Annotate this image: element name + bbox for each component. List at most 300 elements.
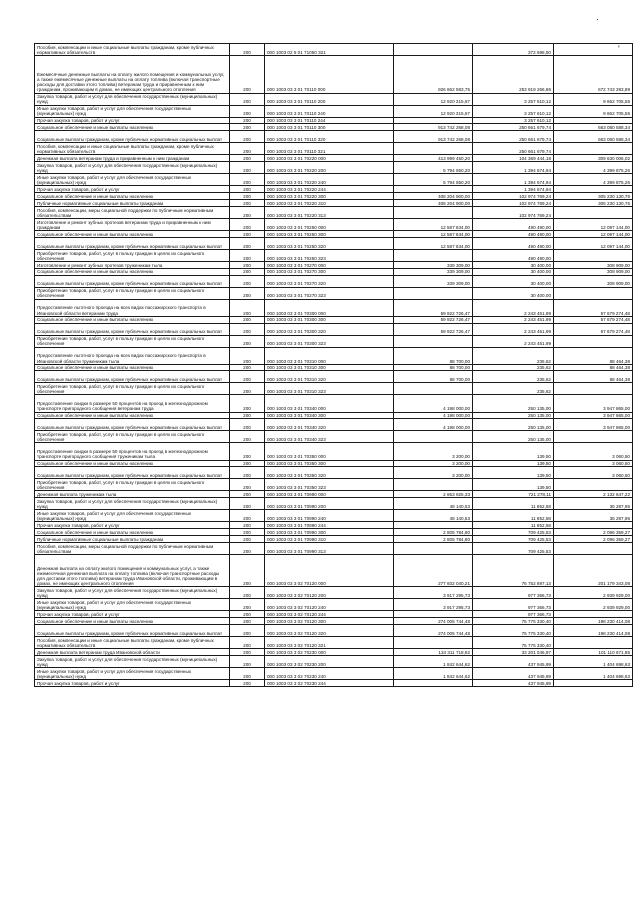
row-approved-amount: 12 920 315,67 <box>394 93 473 105</box>
row-unexecuted-amount: 101 110 671,85 <box>554 649 633 656</box>
table-row <box>35 199 633 206</box>
row-unexecuted-amount: 12 097 144,00 <box>554 237 633 249</box>
row-executed-amount: 75 775 330,40 <box>473 625 554 637</box>
row-executed-amount: 490 490,00 <box>473 230 554 237</box>
table-row <box>35 186 633 193</box>
row-approved-amount: 408 204 900,00 <box>394 193 473 200</box>
table-row <box>35 611 633 618</box>
row-line-code: 200 <box>230 237 265 249</box>
row-line-code: 200 <box>230 335 265 347</box>
row-executed-amount: 1 394 674,94 <box>473 162 554 174</box>
row-name: Предоставление скидки в размере 50 процентов на проезд в железнодорожном транспорте пригородного сообщения труженикам тыла <box>35 443 230 460</box>
row-budget-code: 000 1003 02 5 01 71050 321 <box>265 44 394 56</box>
row-unexecuted-amount: 9 662 705,55 <box>554 93 633 105</box>
row-unexecuted-amount: 198 230 414,08 <box>554 625 633 637</box>
row-name: Денежная выплата ветеранам труда Ивановской области <box>35 649 230 656</box>
row-executed-amount: 250 135,00 <box>473 419 554 431</box>
row-approved-amount: 408 204 900,00 <box>394 199 473 206</box>
row-approved-amount <box>394 383 473 395</box>
row-approved-amount <box>394 431 473 443</box>
row-name: Закупка товаров, работ и услуг для обеспечения государственных (муниципальных) нужд <box>35 93 230 105</box>
row-executed-amount: 437 945,99 <box>473 656 554 668</box>
row-line-code: 200 <box>230 395 265 412</box>
row-name: Прочая закупка товаров, работ и услуг <box>35 611 230 618</box>
row-budget-code: 000 1003 03 3 01 70350 320 <box>265 467 394 479</box>
row-line-code: 200 <box>230 536 265 543</box>
row-line-code: 200 <box>230 510 265 522</box>
table-row <box>35 543 633 555</box>
row-line-code: 200 <box>230 105 265 117</box>
row-executed-amount: 102 974 769,24 <box>473 193 554 200</box>
row-name: Социальные выплаты гражданам, кроме публичных нормативных социальных выплат <box>35 131 230 143</box>
row-unexecuted-amount: 663 080 588,34 <box>554 124 633 131</box>
row-executed-amount: 139,50 <box>473 443 554 460</box>
row-executed-amount: 709 425,53 <box>473 536 554 543</box>
row-name: Прочая закупка товаров, работ и услуг <box>35 680 230 687</box>
row-budget-code: 000 1003 03 3 01 70250 000 <box>265 218 394 230</box>
row-unexecuted-amount <box>554 206 633 218</box>
row-name: Предоставление льготного проезда на всех видах пассажирского транспорта в Ивановской области ветеранам труда <box>35 299 230 316</box>
row-unexecuted-amount <box>554 335 633 347</box>
row-unexecuted-amount: 4 399 875,26 <box>554 174 633 186</box>
row-line-code: 200 <box>230 587 265 599</box>
report-body <box>35 44 633 687</box>
row-executed-amount: 250 661 679,74 <box>473 124 554 131</box>
row-line-code: 200 <box>230 419 265 431</box>
row-budget-code: 000 1003 03 3 02 70120 240 <box>265 599 394 611</box>
row-unexecuted-amount <box>554 143 633 155</box>
row-name: Пособия, компенсации и иные социальные выплаты гражданам, кроме публичных нормативных обязательств <box>35 143 230 155</box>
row-name: Социальное обеспечение и иные выплаты населению <box>35 412 230 419</box>
row-unexecuted-amount: 3 947 865,00 <box>554 419 633 431</box>
table-row <box>35 162 633 174</box>
row-line-code: 200 <box>230 347 265 364</box>
row-budget-code: 000 1003 03 3 01 70220 240 <box>265 174 394 186</box>
row-name: Приобретение товаров, работ, услуг в пользу граждан в целях их социального обеспечения <box>35 249 230 261</box>
row-approved-amount <box>394 680 473 687</box>
row-approved-amount: 1 842 644,62 <box>394 656 473 668</box>
row-unexecuted-amount: 308 909,00 <box>554 275 633 287</box>
row-line-code: 200 <box>230 275 265 287</box>
row-unexecuted-amount <box>554 117 633 124</box>
row-approved-amount: 913 742 268,08 <box>394 131 473 143</box>
row-line-code: 200 <box>230 460 265 467</box>
row-budget-code: 000 1003 03 3 01 70350 300 <box>265 460 394 467</box>
row-executed-amount: 235,62 <box>473 347 554 364</box>
row-budget-code: 000 1003 03 3 01 70990 000 <box>265 491 394 498</box>
row-approved-amount: 4 198 000,00 <box>394 412 473 419</box>
table-row <box>35 443 633 460</box>
table-row <box>35 536 633 543</box>
row-approved-amount: 3 917 295,73 <box>394 599 473 611</box>
row-executed-amount: 977 366,73 <box>473 611 554 618</box>
row-unexecuted-amount: 12 097 144,00 <box>554 218 633 230</box>
row-line-code: 200 <box>230 186 265 193</box>
row-executed-amount: 11 852,58 <box>473 498 554 510</box>
row-line-code: 200 <box>230 162 265 174</box>
row-executed-amount: 709 425,53 <box>473 529 554 536</box>
row-line-code: 200 <box>230 383 265 395</box>
row-unexecuted-amount: 88 464,38 <box>554 347 633 364</box>
row-name: Денежная выплата ветеранам труда и приравненным к ним гражданам <box>35 155 230 162</box>
row-approved-amount <box>394 143 473 155</box>
row-budget-code: 000 1003 03 3 01 70350 323 <box>265 479 394 491</box>
row-name: Социальные выплаты гражданам, кроме публичных нормативных социальных выплат <box>35 237 230 249</box>
row-budget-code: 000 1003 03 3 02 70230 244 <box>265 680 394 687</box>
row-line-code: 200 <box>230 467 265 479</box>
row-unexecuted-amount: 12 097 144,00 <box>554 230 633 237</box>
row-line-code: 200 <box>230 249 265 261</box>
row-approved-amount: 59 922 726,47 <box>394 299 473 316</box>
row-unexecuted-amount: 305 230 130,76 <box>554 199 633 206</box>
row-executed-amount: 75 775 330,40 <box>473 618 554 625</box>
row-budget-code: 000 1003 03 3 01 70990 310 <box>265 536 394 543</box>
row-executed-amount: 2 243 451,99 <box>473 299 554 316</box>
table-row <box>35 364 633 371</box>
row-name: Приобретение товаров, работ, услуг в пользу граждан в целях их социального обеспечения <box>35 287 230 299</box>
row-executed-amount: 3 257 610,12 <box>473 117 554 124</box>
row-executed-amount: 1 394 674,94 <box>473 174 554 186</box>
row-line-code: 200 <box>230 625 265 637</box>
table-row <box>35 529 633 536</box>
row-name: Пособия, компенсации и иные социальные выплаты гражданам, кроме публичных нормативных обязательств <box>35 637 230 649</box>
row-name: Социальное обеспечение и иные выплаты населению <box>35 268 230 275</box>
row-executed-amount: 75 775 330,40 <box>473 637 554 649</box>
row-budget-code: 000 1003 03 3 01 70110 244 <box>265 117 394 124</box>
row-line-code: 200 <box>230 522 265 529</box>
row-line-code: 200 <box>230 364 265 371</box>
row-line-code: 200 <box>230 680 265 687</box>
row-approved-amount: 5 794 550,20 <box>394 174 473 186</box>
row-name: Публичные нормативные социальные выплаты гражданам <box>35 199 230 206</box>
row-line-code: 200 <box>230 668 265 680</box>
table-row <box>35 316 633 323</box>
row-budget-code: 000 1003 03 3 01 70990 200 <box>265 498 394 510</box>
row-approved-amount: 12 587 634,00 <box>394 218 473 230</box>
row-approved-amount <box>394 206 473 218</box>
table-row <box>35 498 633 510</box>
row-budget-code: 000 1003 03 3 01 70220 000 <box>265 155 394 162</box>
row-budget-code: 000 1003 03 3 02 70120 244 <box>265 611 394 618</box>
row-unexecuted-amount: 2 939 929,00 <box>554 587 633 599</box>
row-budget-code: 000 1003 03 3 01 70220 300 <box>265 193 394 200</box>
row-executed-amount: 30 400,00 <box>473 275 554 287</box>
row-budget-code: 000 1003 03 3 01 70340 320 <box>265 419 394 431</box>
row-line-code: 200 <box>230 218 265 230</box>
row-approved-amount: 4 198 000,00 <box>394 395 473 412</box>
table-row <box>35 618 633 625</box>
table-row <box>35 587 633 599</box>
row-executed-amount: 372 698,50 <box>473 44 554 56</box>
row-executed-amount: 11 852,58 <box>473 522 554 529</box>
row-approved-amount: 88 700,00 <box>394 347 473 364</box>
row-approved-amount: 12 587 634,00 <box>394 237 473 249</box>
row-unexecuted-amount: 3 947 865,00 <box>554 412 633 419</box>
row-budget-code: 000 1003 03 3 01 70300 000 <box>265 299 394 316</box>
row-budget-code: 000 1003 03 3 01 70310 320 <box>265 371 394 383</box>
row-line-code: 200 <box>230 479 265 491</box>
row-unexecuted-amount: 57 679 274,48 <box>554 316 633 323</box>
row-name: Прочая закупка товаров, работ и услуг <box>35 117 230 124</box>
table-row <box>35 56 633 94</box>
row-executed-amount: 3 257 610,12 <box>473 93 554 105</box>
row-budget-code: 000 1003 03 3 01 70220 313 <box>265 206 394 218</box>
row-unexecuted-amount <box>554 522 633 529</box>
row-executed-amount: 490 490,00 <box>473 218 554 230</box>
row-budget-code: 000 1003 03 3 01 70990 313 <box>265 543 394 555</box>
row-approved-amount: 59 922 726,47 <box>394 323 473 335</box>
row-name: Закупка товаров, работ и услуг для обеспечения государственных (муниципальных) нужд <box>35 498 230 510</box>
row-executed-amount: 33 201 046,97 <box>473 649 554 656</box>
row-approved-amount: 913 742 268,08 <box>394 124 473 131</box>
row-unexecuted-amount: 2 132 647,22 <box>554 491 633 498</box>
corner-mark: · <box>596 14 599 24</box>
table-row <box>35 143 633 155</box>
row-budget-code: 000 1003 03 3 01 70990 240 <box>265 510 394 522</box>
row-budget-code: 000 1003 03 3 01 70270 320 <box>265 275 394 287</box>
table-row <box>35 371 633 383</box>
row-line-code: 200 <box>230 443 265 460</box>
row-line-code: 200 <box>230 599 265 611</box>
table-row <box>35 105 633 117</box>
row-approved-amount: 48 140,53 <box>394 510 473 522</box>
row-executed-amount: 250 661 679,74 <box>473 143 554 155</box>
table-row <box>35 467 633 479</box>
row-name: Иные закупки товаров, работ и услуг для обеспечения государственных (муниципальных) нужд <box>35 599 230 611</box>
table-row <box>35 155 633 162</box>
row-executed-amount: 490 490,00 <box>473 249 554 261</box>
row-name: Изготовление и ремонт зубных протезов труженикам тыла <box>35 261 230 268</box>
row-budget-code: 000 1003 03 3 01 70300 320 <box>265 323 394 335</box>
row-name: Социальное обеспечение и иные выплаты населению <box>35 364 230 371</box>
row-line-code: 200 <box>230 498 265 510</box>
table-row <box>35 174 633 186</box>
table-row <box>35 249 633 261</box>
row-unexecuted-amount: 9 662 705,55 <box>554 105 633 117</box>
row-executed-amount: 250 135,00 <box>473 412 554 419</box>
row-executed-amount: 235,62 <box>473 383 554 395</box>
row-budget-code: 000 1003 03 3 02 70230 000 <box>265 649 394 656</box>
row-approved-amount <box>394 543 473 555</box>
row-line-code: 200 <box>230 618 265 625</box>
row-approved-amount <box>394 117 473 124</box>
row-name: Социальные выплаты гражданам, кроме публичных нормативных социальных выплат <box>35 467 230 479</box>
row-line-code: 200 <box>230 431 265 443</box>
table-row <box>35 431 633 443</box>
row-budget-code: 000 1003 03 3 01 70250 320 <box>265 237 394 249</box>
row-budget-code: 000 1003 03 3 02 70120 000 <box>265 555 394 587</box>
row-executed-amount: 437 945,99 <box>473 668 554 680</box>
row-name: Социальные выплаты гражданам, кроме публичных нормативных социальных выплат <box>35 371 230 383</box>
row-approved-amount <box>394 637 473 649</box>
row-name: Прочая закупка товаров, работ и услуг <box>35 186 230 193</box>
row-name: Изготовление и ремонт зубных протезов ветеранам труда и приравненным к ним гражданам <box>35 218 230 230</box>
row-line-code: 200 <box>230 299 265 316</box>
row-executed-amount: 235,62 <box>473 364 554 371</box>
row-line-code: 200 <box>230 371 265 383</box>
table-row <box>35 93 633 105</box>
table-row <box>35 275 633 287</box>
row-line-code: 200 <box>230 131 265 143</box>
row-unexecuted-amount: 672 743 293,89 <box>554 56 633 94</box>
row-budget-code: 000 1003 03 3 02 70120 200 <box>265 587 394 599</box>
row-budget-code: 000 1003 03 3 01 70110 240 <box>265 105 394 117</box>
row-unexecuted-amount: 36 287,95 <box>554 510 633 522</box>
row-executed-amount: 30 400,00 <box>473 287 554 299</box>
row-budget-code: 000 1003 03 3 01 70270 000 <box>265 261 394 268</box>
row-approved-amount: 413 999 450,20 <box>394 155 473 162</box>
table-row <box>35 479 633 491</box>
row-name: Приобретение товаров, работ, услуг в пользу граждан в целях их социального обеспечения <box>35 431 230 443</box>
row-approved-amount: 48 140,53 <box>394 498 473 510</box>
row-name: Иные закупки товаров, работ и услуг для обеспечения государственных (муниципальных) нужд <box>35 105 230 117</box>
table-row <box>35 44 633 56</box>
row-unexecuted-amount <box>554 637 633 649</box>
row-approved-amount: 277 932 040,21 <box>394 555 473 587</box>
row-executed-amount: 709 425,53 <box>473 543 554 555</box>
row-name: Закупка товаров, работ и услуг для обеспечения государственных (муниципальных) нужд <box>35 162 230 174</box>
table-row <box>35 383 633 395</box>
row-budget-code: 000 1003 03 3 01 70270 300 <box>265 268 394 275</box>
row-budget-code: 000 1003 03 3 01 70350 000 <box>265 443 394 460</box>
row-unexecuted-amount: 2 096 359,27 <box>554 536 633 543</box>
row-unexecuted-amount: 3 947 865,00 <box>554 395 633 412</box>
row-name: Социальные выплаты гражданам, кроме публичных нормативных социальных выплат <box>35 419 230 431</box>
row-budget-code: 000 1003 03 3 01 70250 323 <box>265 249 394 261</box>
row-name: Закупка товаров, работ и услуг для обеспечения государственных (муниципальных) нужд <box>35 587 230 599</box>
row-budget-code: 000 1003 03 3 01 70300 323 <box>265 335 394 347</box>
row-approved-amount: 339 309,00 <box>394 275 473 287</box>
table-row <box>35 124 633 131</box>
row-budget-code: 000 1003 03 3 01 70220 244 <box>265 186 394 193</box>
row-executed-amount: 250 135,00 <box>473 395 554 412</box>
table-row <box>35 237 633 249</box>
row-name: Приобретение товаров, работ, услуг в пользу граждан в целях их социального обеспечения <box>35 335 230 347</box>
row-unexecuted-amount <box>554 383 633 395</box>
row-unexecuted-amount <box>554 186 633 193</box>
row-budget-code: 000 1003 03 3 01 70270 323 <box>265 287 394 299</box>
row-budget-code: 000 1003 03 3 01 70310 323 <box>265 383 394 395</box>
row-line-code: 200 <box>230 649 265 656</box>
budget-report-table <box>34 43 633 687</box>
row-line-code: 200 <box>230 93 265 105</box>
row-approved-amount: 12 587 634,00 <box>394 230 473 237</box>
row-unexecuted-amount: 88 464,38 <box>554 364 633 371</box>
row-approved-amount: 134 311 718,82 <box>394 649 473 656</box>
row-budget-code: 000 1003 03 3 01 70310 000 <box>265 347 394 364</box>
row-unexecuted-amount <box>554 611 633 618</box>
table-row <box>35 555 633 587</box>
row-line-code: 200 <box>230 611 265 618</box>
row-name: Социальные выплаты гражданам, кроме публичных нормативных социальных выплат <box>35 275 230 287</box>
row-name: Иные закупки товаров, работ и услуг для обеспечения государственных (муниципальных) нужд <box>35 510 230 522</box>
row-unexecuted-amount <box>554 680 633 687</box>
row-executed-amount: 977 366,73 <box>473 599 554 611</box>
table-row <box>35 323 633 335</box>
row-line-code: 200 <box>230 174 265 186</box>
table-row <box>35 395 633 412</box>
row-approved-amount: 3 200,00 <box>394 443 473 460</box>
row-approved-amount: 88 700,00 <box>394 364 473 371</box>
margin-tick: ' <box>618 44 620 54</box>
row-line-code: 200 <box>230 230 265 237</box>
row-unexecuted-amount <box>554 249 633 261</box>
row-approved-amount <box>394 335 473 347</box>
row-executed-amount: 2 243 451,99 <box>473 323 554 335</box>
row-name: Ежемесячные денежные выплаты на оплату жилого помещения и коммунальных услуг, а также ежемесячные денежные выплаты на оплату топлива (включая транспортные расходы для доставки этого топлива) ветеранам труда и приравненным к ним гражданам, проживающим в домах, не имеющих центрального отопления <box>35 56 230 94</box>
row-name: Социальное обеспечение и иные выплаты населению <box>35 193 230 200</box>
row-unexecuted-amount: 308 909,00 <box>554 261 633 268</box>
row-name: Публичные нормативные социальные выплаты гражданам <box>35 536 230 543</box>
row-executed-amount: 3 257 610,12 <box>473 105 554 117</box>
row-budget-code: 000 1003 03 3 02 70230 200 <box>265 656 394 668</box>
row-unexecuted-amount <box>554 479 633 491</box>
table-row <box>35 668 633 680</box>
row-name: Пособия, компенсации, меры социальной поддержки по публичным нормативным обязательствам <box>35 206 230 218</box>
row-name: Социальное обеспечение и иные выплаты населению <box>35 230 230 237</box>
row-unexecuted-amount <box>554 44 633 56</box>
row-line-code: 200 <box>230 287 265 299</box>
table-row <box>35 680 633 687</box>
table-row <box>35 261 633 268</box>
table-row <box>35 419 633 431</box>
row-unexecuted-amount: 2 939 929,00 <box>554 599 633 611</box>
row-approved-amount: 2 805 784,80 <box>394 536 473 543</box>
row-budget-code: 000 1003 03 3 01 70340 300 <box>265 412 394 419</box>
row-name: Прочая закупка товаров, работ и услуг <box>35 522 230 529</box>
row-line-code: 200 <box>230 155 265 162</box>
row-executed-amount: 30 400,00 <box>473 261 554 268</box>
row-budget-code: 000 1003 03 3 02 70120 300 <box>265 618 394 625</box>
row-unexecuted-amount: 36 287,95 <box>554 498 633 510</box>
row-unexecuted-amount: 201 179 343,08 <box>554 555 633 587</box>
row-unexecuted-amount: 198 230 414,08 <box>554 618 633 625</box>
row-name: Социальные выплаты гражданам, кроме публичных нормативных социальных выплат <box>35 625 230 637</box>
table-row <box>35 412 633 419</box>
table-row <box>35 510 633 522</box>
row-unexecuted-amount: 1 404 698,63 <box>554 656 633 668</box>
row-line-code: 200 <box>230 529 265 536</box>
row-budget-code: 000 1003 03 3 01 70110 320 <box>265 131 394 143</box>
row-unexecuted-amount: 3 060,50 <box>554 460 633 467</box>
row-name: Иные закупки товаров, работ и услуг для обеспечения государственных (муниципальных) нужд <box>35 174 230 186</box>
row-unexecuted-amount: 1 404 698,63 <box>554 668 633 680</box>
table-row <box>35 268 633 275</box>
row-approved-amount: 339 309,00 <box>394 268 473 275</box>
row-executed-amount: 437 945,99 <box>473 680 554 687</box>
row-budget-code: 000 1003 03 3 02 70230 240 <box>265 668 394 680</box>
row-executed-amount: 977 366,73 <box>473 587 554 599</box>
row-line-code: 200 <box>230 124 265 131</box>
row-unexecuted-amount: 4 399 875,26 <box>554 162 633 174</box>
row-approved-amount: 4 198 000,00 <box>394 419 473 431</box>
row-budget-code: 000 1003 03 3 01 70340 000 <box>265 395 394 412</box>
row-line-code: 200 <box>230 268 265 275</box>
row-approved-amount <box>394 611 473 618</box>
row-unexecuted-amount <box>554 431 633 443</box>
row-name: Предоставление скидки в размере 50 процентов на проезд в железнодорожном транспорте пригородного сообщения ветеранам труда <box>35 395 230 412</box>
table-row <box>35 230 633 237</box>
row-line-code: 200 <box>230 206 265 218</box>
row-line-code: 200 <box>230 543 265 555</box>
row-approved-amount: 274 005 744,48 <box>394 625 473 637</box>
row-executed-amount: 139,50 <box>473 467 554 479</box>
table-row <box>35 193 633 200</box>
row-budget-code: 000 1003 03 3 01 70300 300 <box>265 316 394 323</box>
row-budget-code: 000 1003 03 3 01 70990 244 <box>265 522 394 529</box>
row-approved-amount: 59 922 726,47 <box>394 316 473 323</box>
row-unexecuted-amount: 2 096 359,27 <box>554 529 633 536</box>
